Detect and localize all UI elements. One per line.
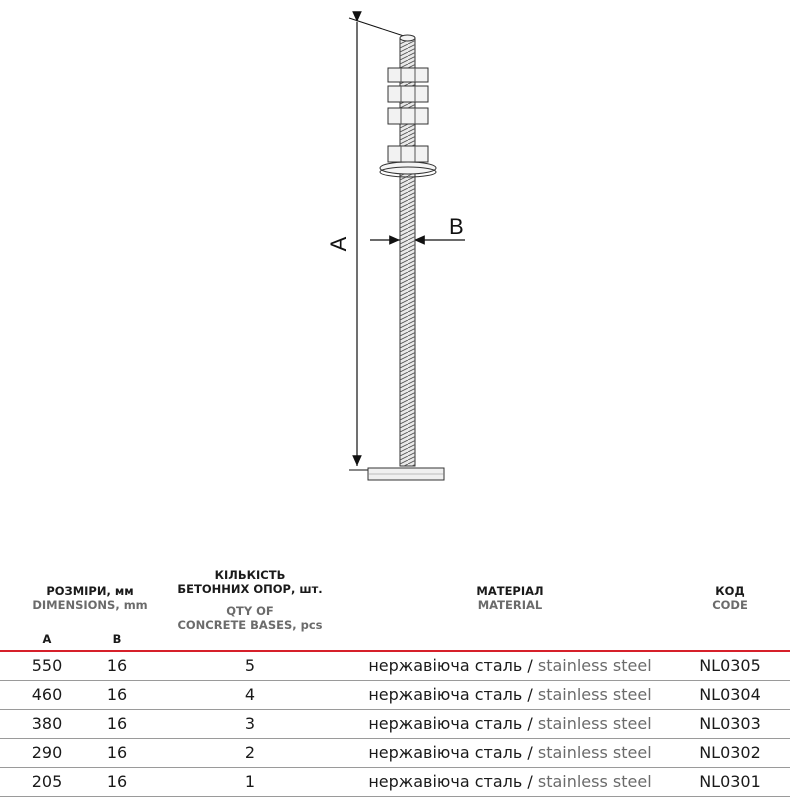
cell-a: 290	[31, 743, 63, 762]
cell-a: 550	[31, 656, 63, 675]
header-code-en: CODE	[712, 598, 748, 612]
header-qty	[165, 568, 335, 632]
table-row	[0, 681, 790, 710]
material-separator: /	[522, 772, 538, 791]
header-dimensions-ua: РОЗМІРИ, мм	[46, 584, 134, 598]
header-col-b	[90, 632, 144, 646]
material-en: stainless steel	[537, 772, 652, 791]
cell-qty: 4	[244, 685, 256, 704]
header-col-a	[20, 632, 74, 646]
header-code-ua: КОД	[715, 584, 745, 598]
material-en: stainless steel	[537, 685, 652, 704]
cell-code: NL0305	[699, 656, 761, 675]
cell-qty: 1	[244, 772, 256, 791]
header-dimensions-en: DIMENSIONS, mm	[32, 598, 148, 612]
cell-a: 205	[31, 772, 63, 791]
cell-code: NL0301	[699, 772, 761, 791]
header-qty-en-1: QTY OF	[226, 604, 274, 618]
cell-qty: 3	[244, 714, 256, 733]
material-separator: /	[522, 656, 538, 675]
table-body	[0, 652, 800, 797]
cell-material	[320, 656, 700, 676]
cell-qty: 5	[244, 656, 256, 675]
cell-material	[320, 743, 700, 763]
cell-qty: 2	[244, 743, 256, 762]
material-en: stainless steel	[537, 743, 652, 762]
header-qty-ua-2: БЕТОННИХ ОПОР, шт.	[177, 582, 323, 596]
cell-material	[320, 685, 700, 705]
header-dimensions	[10, 584, 170, 612]
dimension-a-label: A	[326, 236, 351, 252]
cell-a: 460	[31, 685, 63, 704]
material-ua: нержавіюча сталь	[368, 685, 523, 704]
material-separator: /	[522, 685, 538, 704]
cell-b: 16	[106, 685, 128, 704]
table-row	[0, 710, 790, 739]
cell-code: NL0304	[699, 685, 761, 704]
material-ua: нержавіюча сталь	[368, 743, 523, 762]
table-row	[0, 652, 790, 681]
table-row	[0, 739, 790, 768]
table-row	[0, 768, 790, 797]
header-qty-ua-1: КІЛЬКІСТЬ	[214, 568, 286, 582]
nut-lower-with-washer	[380, 146, 436, 177]
header-qty-en-2: CONCRETE BASES, pcs	[177, 618, 323, 632]
cell-b: 16	[106, 714, 128, 733]
cell-b: 16	[106, 656, 128, 675]
cell-material	[320, 772, 700, 792]
material-en: stainless steel	[537, 656, 652, 675]
material-separator: /	[522, 743, 538, 762]
nut-middle	[388, 108, 428, 124]
material-ua: нержавіюча сталь	[368, 656, 523, 675]
cell-code: NL0303	[699, 714, 761, 733]
header-material-en: MATERIAL	[477, 598, 543, 612]
cell-code: NL0302	[699, 743, 761, 762]
dimension-b	[370, 214, 465, 240]
material-ua: нержавіюча сталь	[368, 714, 523, 733]
dimension-b-label: B	[449, 214, 464, 239]
header-col-b-label: B	[112, 632, 122, 646]
cell-b: 16	[106, 743, 128, 762]
material-separator: /	[522, 714, 538, 733]
header-material-ua: МАТЕРІАЛ	[476, 584, 544, 598]
header-code	[690, 584, 770, 612]
header-col-a-label: A	[42, 632, 52, 646]
material-en: stainless steel	[537, 714, 652, 733]
cell-material	[320, 714, 700, 734]
base-plate	[368, 468, 444, 480]
table-header	[0, 560, 800, 650]
header-material	[440, 584, 580, 612]
material-ua: нержавіюча сталь	[368, 772, 523, 791]
cell-a: 380	[31, 714, 63, 733]
cell-b: 16	[106, 772, 128, 791]
